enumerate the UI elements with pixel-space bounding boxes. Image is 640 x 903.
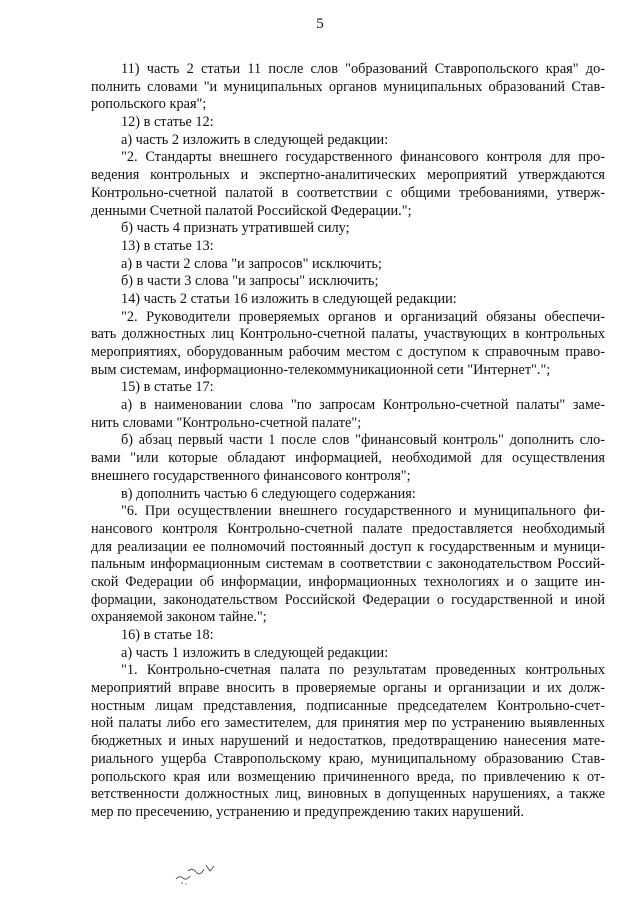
text-line: вать должностных лиц Контрольно-счетной палаты, участвующих в контрольных — [91, 326, 605, 343]
text-line: бюджетных и иных нарушений и недостатков, предотвращению нанесения мате- — [91, 733, 605, 750]
text-line: внешнего государственного финансового контроля"; — [91, 467, 411, 484]
text-line: вым системам, информационно-телекоммуникационной сети "Интернет"."; — [91, 361, 551, 378]
text-line: мер по пресечению, устранению и предупреждению таких нарушений. — [91, 803, 525, 820]
text-line: охраняемой законом тайне."; — [91, 609, 267, 626]
text-line: нансового контроля Контрольно-счетной палате предоставляется необходимый — [91, 520, 605, 537]
document-body — [91, 61, 605, 822]
page-number: 5 — [316, 16, 324, 32]
text-line: 11) часть 2 статьи 11 после слов "образований Ставропольского края" до- — [121, 61, 605, 77]
text-line: б) в части 3 слова "и запросы" исключить; — [121, 273, 379, 290]
text-line: 16) в статье 18: — [121, 627, 214, 643]
text-line: в) дополнить частью 6 следующего содержания: — [121, 485, 416, 502]
text-line: мероприятиях, оборудованным рабочим местом с доступом к справочным право- — [91, 344, 605, 360]
text-line: б) часть 4 признать утратившей силу; — [121, 220, 350, 237]
text-line: полнить словами "и муниципальных органов муниципальных образований Став- — [91, 78, 605, 95]
text-line: риального ущерба Ставропольскому краю, муниципальному образованию Став- — [91, 750, 605, 767]
text-line: а) часть 1 изложить в следующей редакции: — [121, 644, 389, 661]
text-line: ропольского края"; — [91, 96, 207, 113]
text-line: ветственности должностных лиц, виновных в допущенных нарушениях, а также — [91, 786, 605, 803]
text-line: а) в наименовании слова "по запросам Контрольно-счетной палаты" заме- — [121, 397, 605, 414]
text-line: б) абзац первый части 1 после слов "финансовый контроль" дополнить сло- — [121, 432, 605, 449]
text-line: "2. Руководители проверяемых органов и организаций обязаны обеспечи- — [121, 308, 605, 325]
text-line: нить словами "Контрольно-счетной палате"; — [91, 414, 362, 431]
text-line: формации, законодательством Российской Федерации о государственной и иной — [91, 591, 605, 608]
text-line: денными Счетной палатой Российской Федерации."; — [91, 202, 412, 219]
text-line: "6. При осуществлении внешнего государственного и муниципального фи- — [121, 503, 605, 520]
text-line: мероприятий вправе вносить в проверяемые органы и организации и их долж- — [91, 680, 605, 697]
text-line: вами "или которые обладают информацией, необходимой для осуществления — [91, 450, 605, 467]
text-line: а) часть 2 изложить в следующей редакции: — [121, 131, 389, 148]
text-line: а) в части 2 слова "и запросов" исключить; — [121, 255, 382, 272]
text-line: 13) в статье 13: — [121, 237, 214, 254]
text-line: пальным информационным системам в соответствии с законодательством Россий- — [91, 556, 605, 573]
text-line: 14) часть 2 статьи 16 изложить в следующей редакции: — [121, 290, 457, 307]
text-line: "2. Стандарты внешнего государственного финансового контроля для про- — [121, 149, 605, 166]
text-line: 12) в статье 12: — [121, 114, 214, 131]
text-line: ведения контрольных и экспертно-аналитических мероприятий утверждаются — [91, 167, 605, 184]
text-line: ной палаты либо его заместителем, для принятия мер по устранению выявленных — [91, 715, 605, 732]
text-line: ропольского края или возмещению причиненного вреда, по привлечению к от- — [91, 768, 605, 785]
text-line: для реализации ее полномочий постоянный доступ к государственным и муници- — [91, 538, 605, 555]
text-line: "1. Контрольно-счетная палата по результатам проведенных контрольных — [121, 662, 605, 679]
text-line: Контрольно-счетной палатой в соответствии с общими требованиями, утверж- — [91, 184, 605, 201]
text-line: 15) в статье 17: — [121, 379, 214, 396]
text-line: ской Федерации об информации, информационных технологиях и о защите ин- — [91, 573, 605, 590]
handwritten-mark — [174, 857, 222, 887]
text-line: ностным лицам представления, подписанные председателем Контрольно-счет- — [91, 697, 605, 714]
